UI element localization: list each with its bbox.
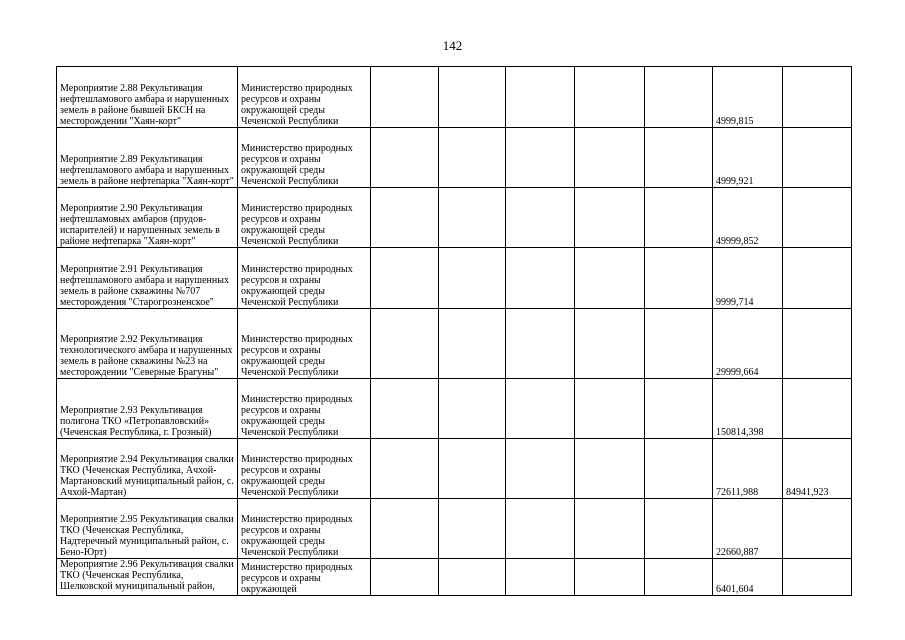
empty-cell bbox=[645, 128, 713, 188]
total-cell: 84941,923 bbox=[783, 439, 852, 499]
responsible-org-cell: Министерство природных ресурсов и охраны окружающей среды Чеченской Республики bbox=[238, 499, 371, 559]
amount-cell: 72611,988 bbox=[713, 439, 783, 499]
responsible-org-cell: Министерство природных ресурсов и охраны окружающей среды Чеченской Республики bbox=[238, 248, 371, 309]
measure-name-cell: Мероприятие 2.94 Рекультивация свалки ТКО (Чеченская Республика, Ачхой-Мартановский муниципальный район, с. Ачхой-Мартан) bbox=[57, 439, 238, 499]
empty-cell bbox=[575, 379, 645, 439]
amount-cell: 4999,921 bbox=[713, 128, 783, 188]
empty-cell bbox=[645, 67, 713, 128]
responsible-org-cell: Министерство природных ресурсов и охраны окружающей bbox=[238, 559, 371, 596]
table-row bbox=[57, 379, 852, 439]
empty-cell bbox=[506, 309, 575, 379]
responsible-org-cell: Министерство природных ресурсов и охраны окружающей среды Чеченской Республики bbox=[238, 309, 371, 379]
amount-cell: 9999,714 bbox=[713, 248, 783, 309]
page-number: 142 bbox=[442, 38, 463, 53]
amount-cell: 22660,887 bbox=[713, 499, 783, 559]
empty-cell bbox=[575, 67, 645, 128]
empty-cell bbox=[371, 188, 439, 248]
measure-name-cell: Мероприятие 2.96 Рекультивация свалки ТКО (Чеченская Республика, Шелковской муниципальный район, bbox=[57, 559, 238, 596]
empty-cell bbox=[439, 499, 506, 559]
empty-cell bbox=[506, 499, 575, 559]
empty-cell bbox=[439, 559, 506, 596]
table-row bbox=[57, 499, 852, 559]
empty-cell bbox=[575, 188, 645, 248]
amount-cell: 6401,604 bbox=[713, 559, 783, 596]
empty-cell bbox=[371, 309, 439, 379]
empty-cell bbox=[506, 559, 575, 596]
empty-cell bbox=[439, 309, 506, 379]
empty-cell bbox=[506, 379, 575, 439]
total-cell bbox=[783, 67, 852, 128]
empty-cell bbox=[439, 188, 506, 248]
measure-name-cell: Мероприятие 2.90 Рекультивация нефтешламовых амбаров (прудов-испарителей) и нарушенных земель в районе нефтепарка "Хаян-корт" bbox=[57, 188, 238, 248]
amount-cell: 49999,852 bbox=[713, 188, 783, 248]
amount-cell: 29999,664 bbox=[713, 309, 783, 379]
empty-cell bbox=[645, 439, 713, 499]
empty-cell bbox=[439, 379, 506, 439]
empty-cell bbox=[439, 128, 506, 188]
empty-cell bbox=[506, 128, 575, 188]
empty-cell bbox=[575, 248, 645, 309]
table-row bbox=[57, 309, 852, 379]
total-cell bbox=[783, 559, 852, 596]
table-row bbox=[57, 128, 852, 188]
empty-cell bbox=[575, 309, 645, 379]
empty-cell bbox=[645, 309, 713, 379]
empty-cell bbox=[371, 499, 439, 559]
total-cell bbox=[783, 248, 852, 309]
empty-cell bbox=[645, 248, 713, 309]
empty-cell bbox=[371, 67, 439, 128]
measure-name-cell: Мероприятие 2.93 Рекультивация полигона ТКО «Петропавловский» (Чеченская Республика, г. Грозный) bbox=[57, 379, 238, 439]
responsible-org-cell: Министерство природных ресурсов и охраны окружающей среды Чеченской Республики bbox=[238, 128, 371, 188]
empty-cell bbox=[439, 248, 506, 309]
measure-name-cell: Мероприятие 2.89 Рекультивация нефтешламового амбара и нарушенных земель в районе нефтепарка "Хаян-корт" bbox=[57, 128, 238, 188]
amount-cell: 150814,398 bbox=[713, 379, 783, 439]
table-row bbox=[57, 248, 852, 309]
empty-cell bbox=[439, 67, 506, 128]
empty-cell bbox=[506, 248, 575, 309]
responsible-org-cell: Министерство природных ресурсов и охраны окружающей среды Чеченской Республики bbox=[238, 67, 371, 128]
empty-cell bbox=[506, 188, 575, 248]
measure-name-cell: Мероприятие 2.88 Рекультивация нефтешламового амбара и нарушенных земель в районе бывшей БКСН на месторождении "Хаян-корт" bbox=[57, 67, 238, 128]
empty-cell bbox=[371, 439, 439, 499]
empty-cell bbox=[506, 67, 575, 128]
total-cell bbox=[783, 309, 852, 379]
responsible-org-cell: Министерство природных ресурсов и охраны окружающей среды Чеченской Республики bbox=[238, 379, 371, 439]
empty-cell bbox=[645, 379, 713, 439]
table-row bbox=[57, 67, 852, 128]
empty-cell bbox=[371, 559, 439, 596]
responsible-org-cell: Министерство природных ресурсов и охраны окружающей среды Чеченской Республики bbox=[238, 439, 371, 499]
table-row bbox=[57, 439, 852, 499]
table-body bbox=[57, 67, 852, 596]
empty-cell bbox=[371, 128, 439, 188]
empty-cell bbox=[371, 248, 439, 309]
total-cell bbox=[783, 499, 852, 559]
measures-table bbox=[56, 66, 852, 596]
table-row bbox=[57, 188, 852, 248]
measure-name-cell: Мероприятие 2.95 Рекультивация свалки ТКО (Чеченская Республика, Надтеречный муниципальный район, с. Бено-Юрт) bbox=[57, 499, 238, 559]
measure-name-cell: Мероприятие 2.92 Рекультивация технологического амбара и нарушенных земель в районе скважины №23 на месторождении "Северные Брагуны" bbox=[57, 309, 238, 379]
empty-cell bbox=[645, 499, 713, 559]
empty-cell bbox=[371, 379, 439, 439]
measure-name-cell: Мероприятие 2.91 Рекультивация нефтешламового амбара и нарушенных земель в районе скважины №707 месторождения "Старогрозненское" bbox=[57, 248, 238, 309]
empty-cell bbox=[645, 559, 713, 596]
amount-cell: 4999,815 bbox=[713, 67, 783, 128]
total-cell bbox=[783, 188, 852, 248]
total-cell bbox=[783, 379, 852, 439]
total-cell bbox=[783, 128, 852, 188]
empty-cell bbox=[439, 439, 506, 499]
empty-cell bbox=[645, 188, 713, 248]
empty-cell bbox=[575, 499, 645, 559]
empty-cell bbox=[575, 559, 645, 596]
empty-cell bbox=[506, 439, 575, 499]
table-row bbox=[57, 559, 852, 596]
empty-cell bbox=[575, 439, 645, 499]
responsible-org-cell: Министерство природных ресурсов и охраны окружающей среды Чеченской Республики bbox=[238, 188, 371, 248]
empty-cell bbox=[575, 128, 645, 188]
